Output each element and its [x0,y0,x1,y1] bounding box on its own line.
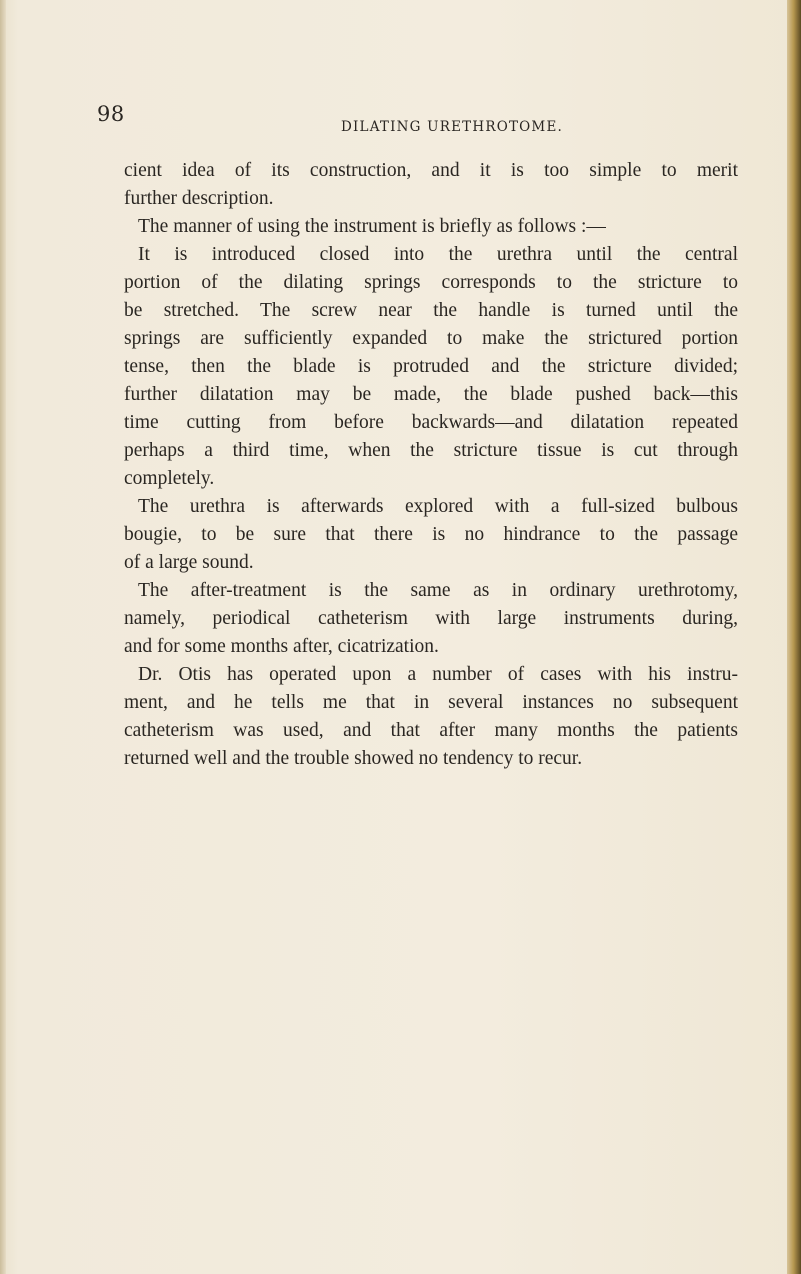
text-line: springs are sufficiently expanded to make the strictured portion [124,328,738,349]
text-line: ment, and he tells me that in several instances no subsequent [124,692,738,713]
text-line: be stretched. The screw near the handle is turned until the [124,300,738,321]
text-line: cient idea of its construction, and it is too simple to merit [124,160,738,181]
text-line: The after-treatment is the same as in ordinary urethrotomy, [138,580,738,601]
text-line: It is introduced closed into the urethra until the central [138,244,738,265]
text-line: portion of the dilating springs corresponds to the stricture to [124,272,738,293]
text-line: returned well and the trouble showed no tendency to recur. [124,748,583,769]
text-line: catheterism was used, and that after many months the patients [124,720,738,741]
page-gutter [0,0,6,1274]
page-number: 98 [97,102,125,126]
text-line: Dr. Otis has operated upon a number of cases with his instru- [138,664,738,685]
text-line: time cutting from before backwards—and dilatation repeated [124,412,738,433]
running-head: DILATING URETHROTOME. [341,119,564,135]
text-line: and for some months after, cicatrization. [124,636,439,657]
text-line: of a large sound. [124,552,254,573]
text-line: completely. [124,468,215,489]
body-text [124,157,738,773]
text-line: The urethra is afterwards explored with a full-sized bulbous [138,496,738,517]
page-edge [787,0,801,1274]
text-line: further dilatation may be made, the blade pushed back—this [124,384,738,405]
text-line: further description. [124,188,274,209]
text-line: namely, periodical catheterism with large instruments during, [124,608,738,629]
text-line: bougie, to be sure that there is no hindrance to the passage [124,524,738,545]
text-line: The manner of using the instrument is briefly as follows :— [138,216,606,237]
text-line: tense, then the blade is protruded and the stricture divided; [124,356,738,377]
text-line: perhaps a third time, when the stricture tissue is cut through [124,440,738,461]
